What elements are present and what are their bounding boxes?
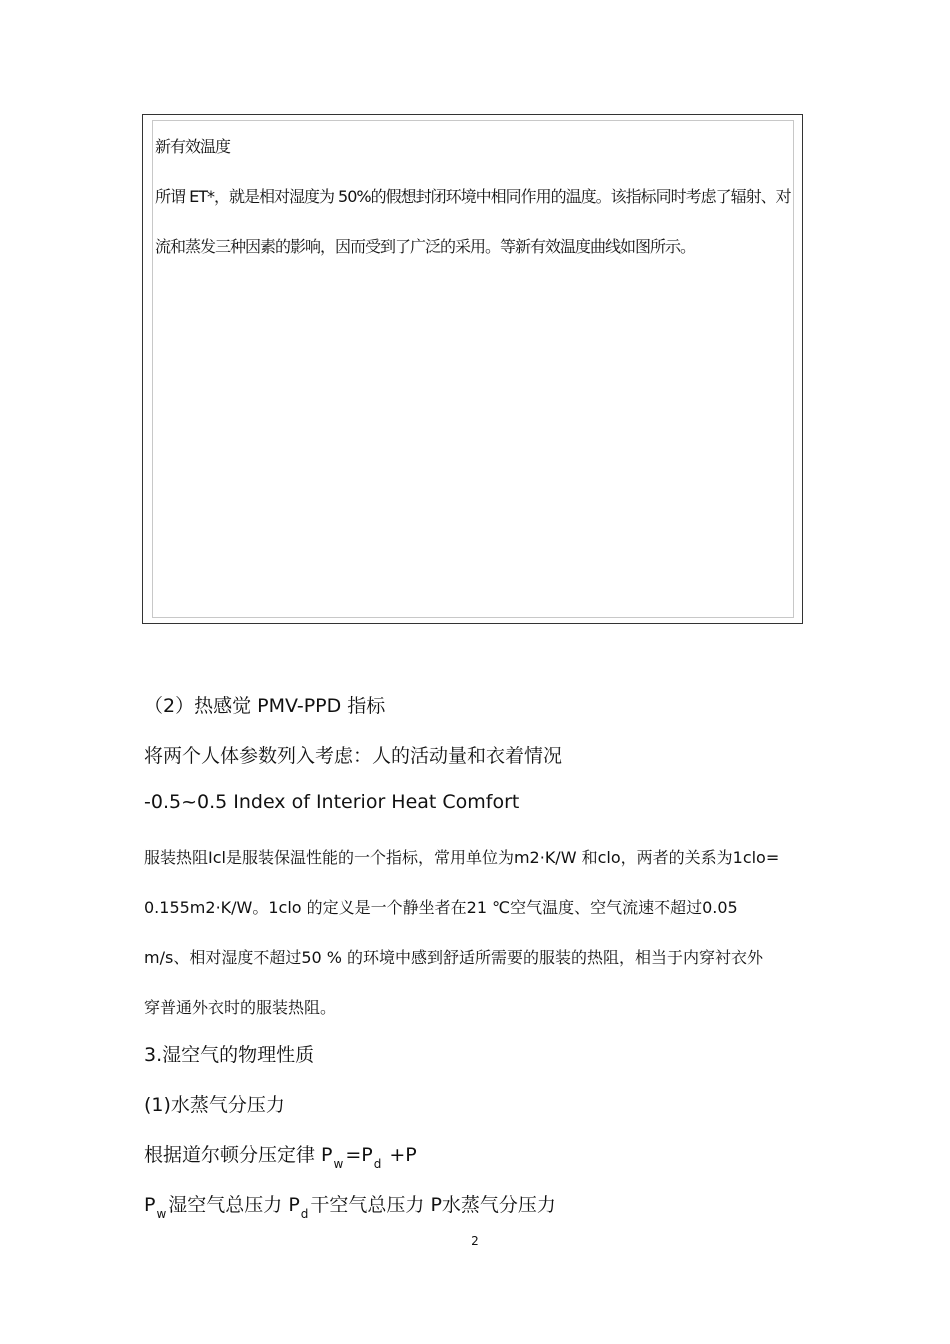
pressure-definitions xyxy=(144,1190,556,1221)
box-paragraph-line-2: 流和蒸发三种因素的影响，因而受到了广泛的采用。等新有效温度曲线如图所示。 xyxy=(155,237,696,256)
dalton-label: 根据道尔顿分压定律 P xyxy=(144,1144,333,1166)
def-text-2: 干空气总压力 P水蒸气分压力 xyxy=(310,1194,556,1216)
dalton-tail: +P xyxy=(383,1144,417,1166)
def-subscript-w: w xyxy=(156,1207,167,1221)
clo-paragraph-line-4: 穿普通外衣时的服装热阻。 xyxy=(144,998,337,1017)
page-number: 2 xyxy=(471,1234,479,1248)
def-p: P xyxy=(144,1194,156,1216)
box-title: 新有效温度 xyxy=(155,137,231,156)
index-range: -0.5~0.5 Index of Interior Heat Comfort xyxy=(144,791,520,813)
section-3-heading: 3.湿空气的物理性质 xyxy=(144,1044,315,1066)
pmv-description: 将两个人体参数列入考虑：人的活动量和衣着情况 xyxy=(144,745,563,767)
clo-paragraph-line-1: 服装热阻Icl是服装保温性能的一个指标，常用单位为m2·K/W 和clo，两者的关系为1clo= xyxy=(144,848,780,867)
subscript-w: w xyxy=(333,1157,344,1171)
clo-paragraph-line-2: 0.155m2·K/W。1clo 的定义是一个静坐者在21 ℃空气温度、空气流速不超过0.05 xyxy=(144,898,738,917)
subsection-1-heading: (1)水蒸气分压力 xyxy=(144,1094,285,1116)
dalton-equals: =P xyxy=(345,1144,373,1166)
dalton-law-formula xyxy=(144,1140,417,1171)
pmv-heading: （2）热感觉 PMV-PPD 指标 xyxy=(144,695,386,717)
def-subscript-d: d xyxy=(300,1207,309,1221)
def-text-1: 湿空气总压力 P xyxy=(168,1194,300,1216)
clo-paragraph-line-3: m/s、相对湿度不超过50 % 的环境中感到舒适所需要的服装的热阻，相当于内穿衬衣外 xyxy=(144,948,764,967)
subscript-d: d xyxy=(373,1157,382,1171)
box-paragraph-line-1: 所谓 ET*，就是相对湿度为 50%的假想封闭环境中相同作用的温度。该指标同时考虑了辐射、对 xyxy=(155,187,791,206)
